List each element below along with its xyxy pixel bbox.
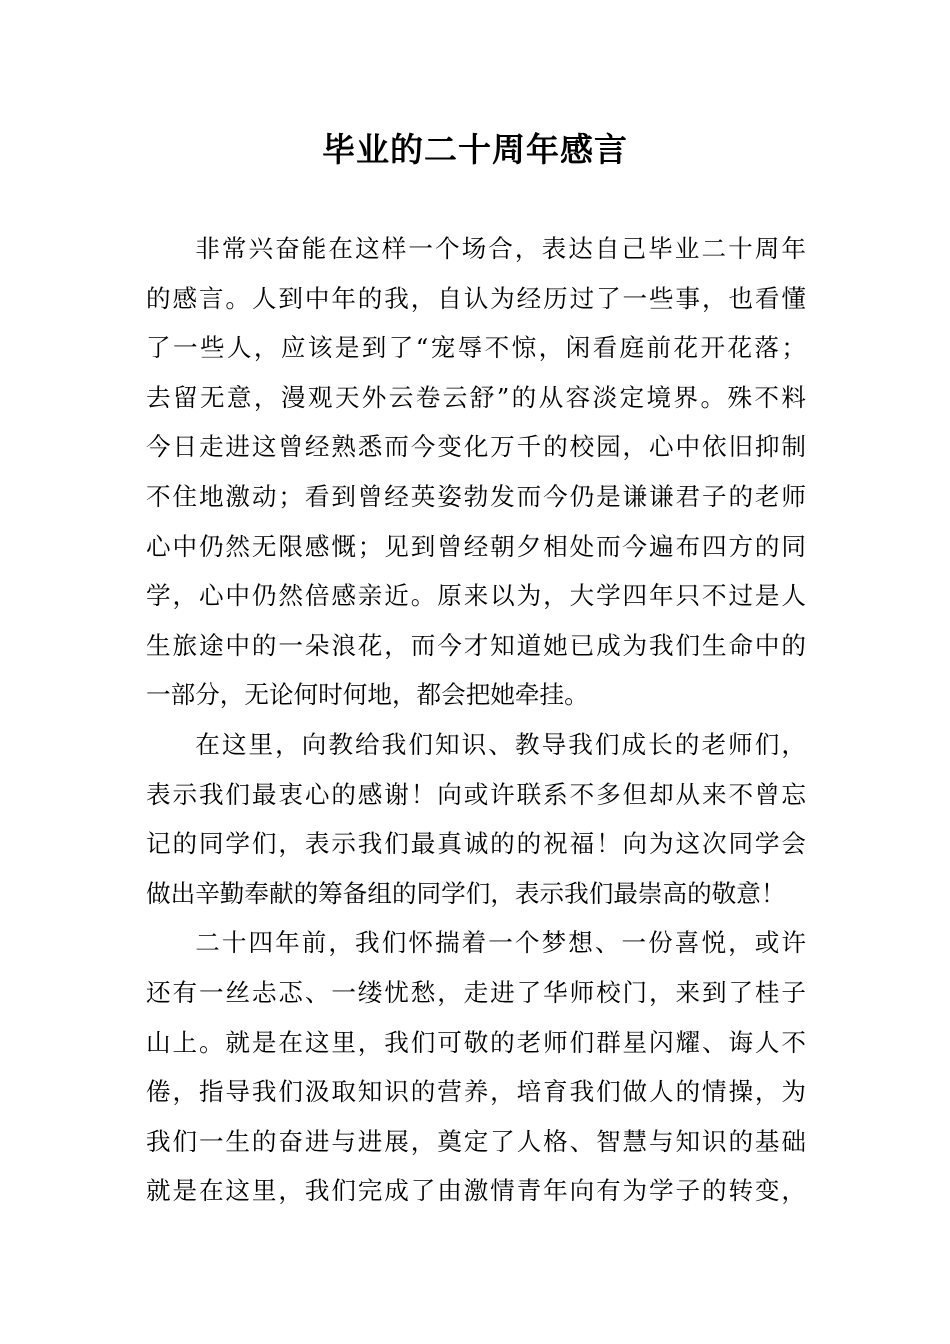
paragraph-1-line: 了一些人，应该是到了“宠辱不惊，闲看庭前花开花落； [146,333,806,363]
paragraph-1-line: 非常兴奋能在这样一个场合，表达自己毕业二十周年 [195,234,806,263]
paragraph-1-line: 一部分，无论何时何地，都会把她牵挂。 [146,680,589,710]
paragraph-1-line: 心中仍然无限感慨；见到曾经朝夕相处而今遍布四方的同 [146,531,806,561]
paragraph-1-line: 生旅途中的一朵浪花，而今才知道她已成为我们生命中的 [146,630,806,660]
paragraph-1-line: 学，心中仍然倍感亲近。原来以为，大学四年只不过是人 [146,581,806,611]
document-body [146,224,806,1216]
paragraph-3 [146,918,806,1216]
paragraph-3-line: 我们一生的奋进与进展，奠定了人格、智慧与知识的基础 [146,1126,806,1156]
paragraph-1 [146,224,806,720]
paragraph-2 [146,720,806,918]
paragraph-1-line: 不住地激动；看到曾经英姿勃发而今仍是谦谦君子的老师 [146,481,806,511]
paragraph-3-line: 山上。就是在这里，我们可敬的老师们群星闪耀、诲人不 [146,1027,806,1057]
paragraph-2-line: 记的同学们，表示我们最真诚的的祝福！向为这次同学会 [146,829,806,859]
paragraph-1-line: 去留无意，漫观天外云卷云舒”的从容淡定境界。殊不料 [146,382,806,412]
paragraph-2-line: 表示我们最衷心的感谢！向或许联系不多但却从来不曾忘 [146,779,806,809]
paragraph-3-line: 倦，指导我们汲取知识的营养，培育我们做人的情操，为 [146,1077,806,1107]
document-title: 毕业的二十周年感言 [322,130,628,169]
paragraph-3-line: 还有一丝忐忑、一缕忧愁，走进了华师校门，来到了桂子 [146,977,806,1007]
paragraph-3-line: 就是在这里，我们完成了由激情青年向有为学子的转变， [146,1176,806,1206]
paragraph-2-line: 做出辛勤奉献的筹备组的同学们，表示我们最崇高的敬意！ [146,878,786,908]
paragraph-3-line: 二十四年前，我们怀揣着一个梦想、一份喜悦，或许 [195,928,806,958]
paragraph-1-line: 的感言。人到中年的我，自认为经历过了一些事，也看懂 [146,283,806,313]
paragraph-2-line: 在这里，向教给我们知识、教导我们成长的老师们， [195,729,806,759]
paragraph-1-line: 今日走进这曾经熟悉而今变化万千的校园，心中依旧抑制 [146,432,806,462]
